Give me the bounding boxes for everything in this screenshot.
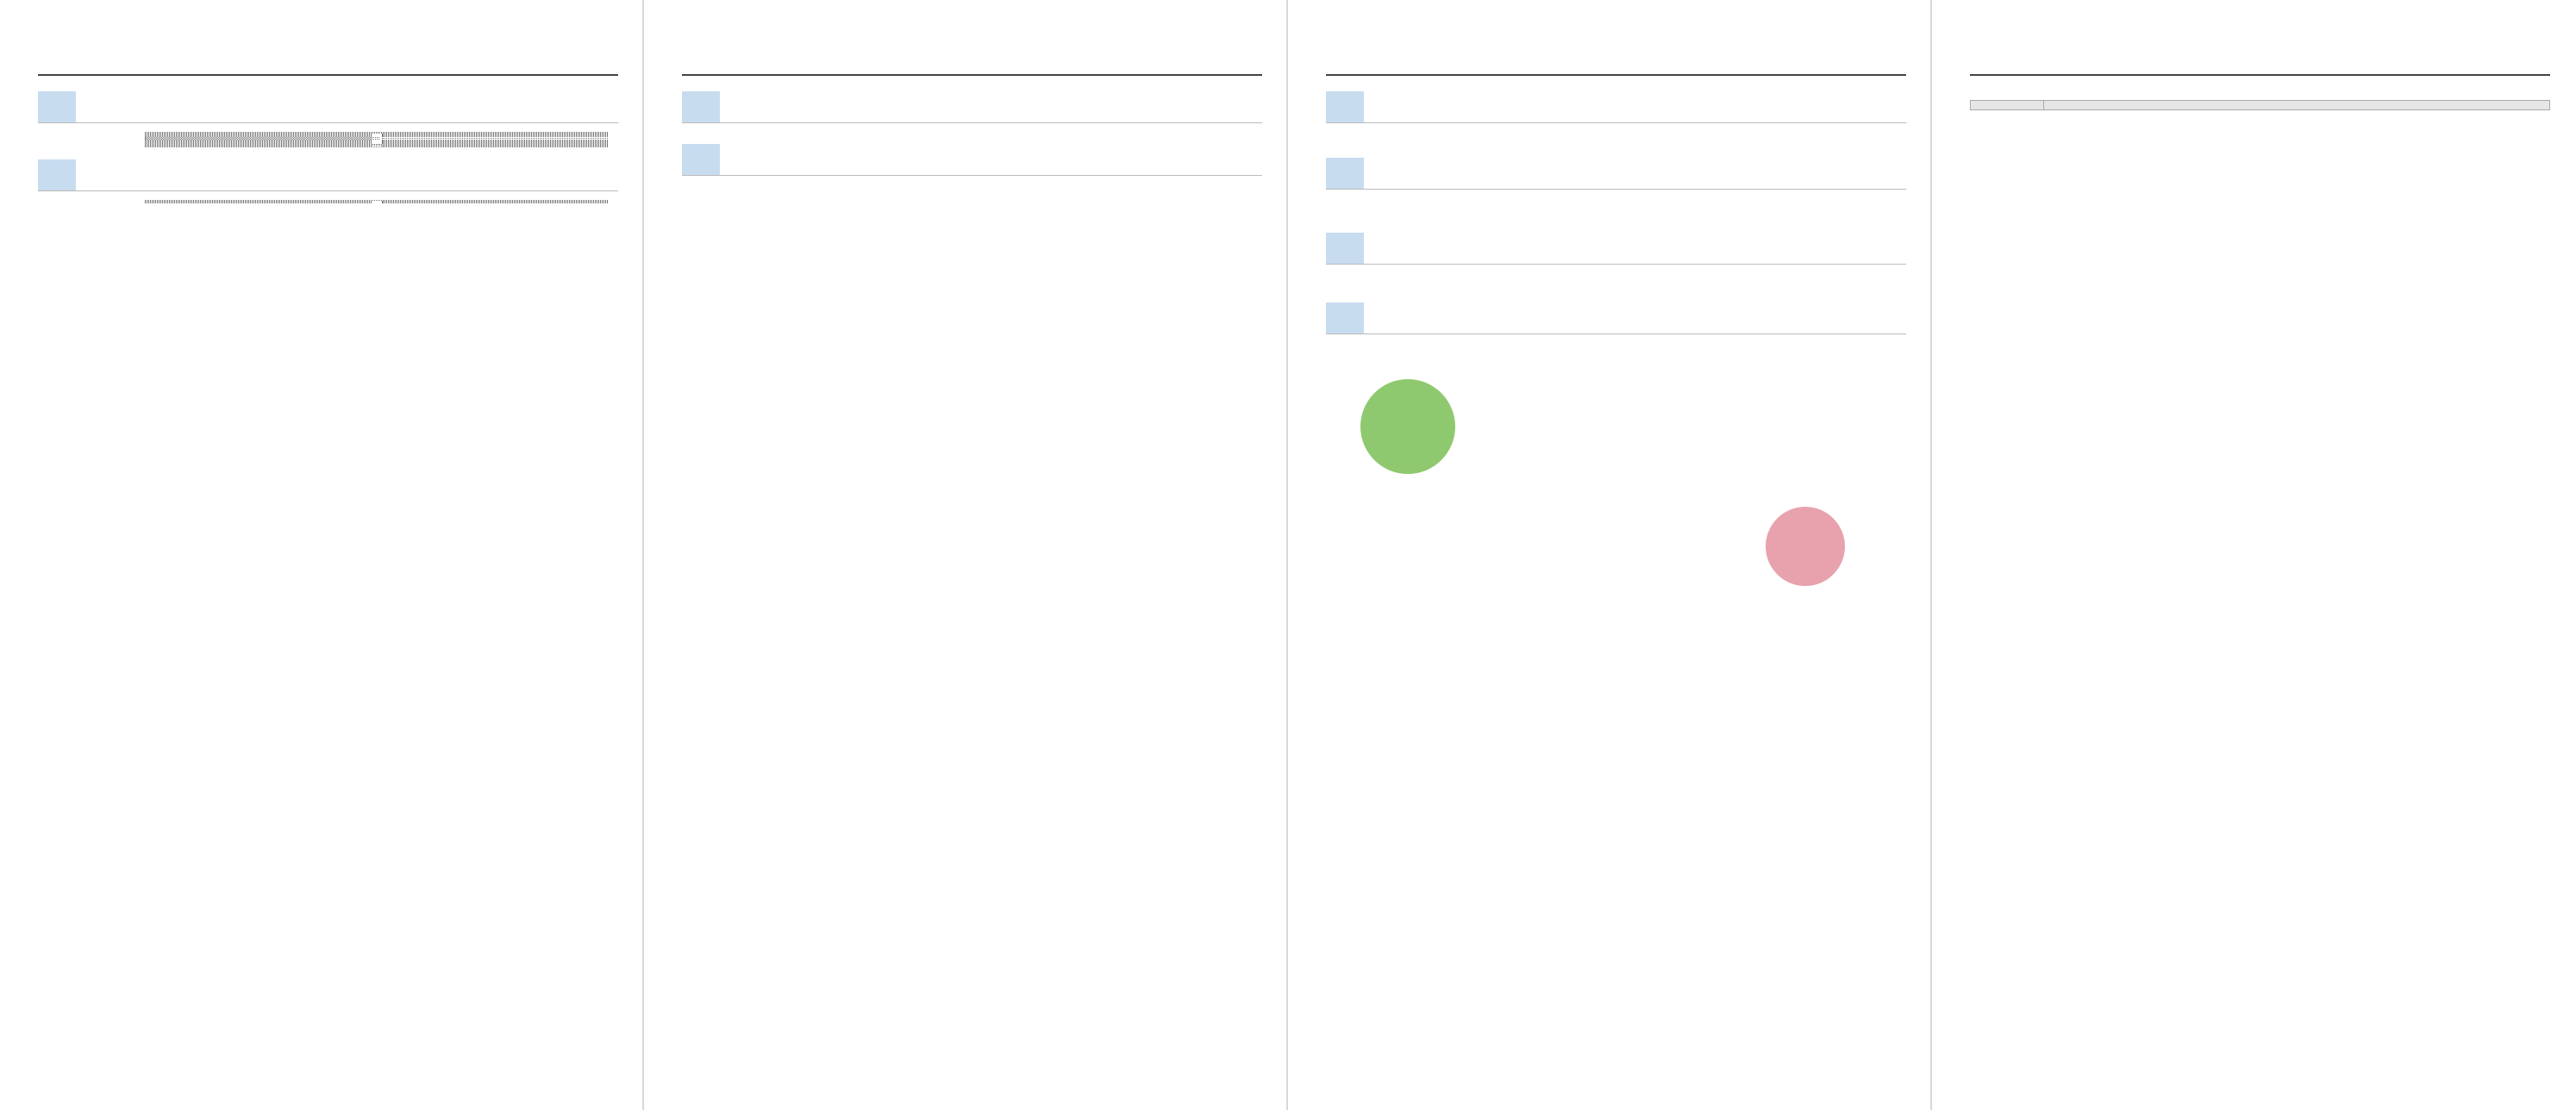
page-header bbox=[1970, 0, 2550, 76]
page-03 bbox=[644, 0, 1286, 1110]
section-title bbox=[682, 91, 720, 122]
table-header-cell bbox=[1971, 101, 2044, 110]
section-title bbox=[1326, 158, 1364, 189]
page-header bbox=[1326, 0, 1906, 76]
table-header-row bbox=[1971, 101, 2550, 110]
section-title bbox=[38, 159, 76, 190]
section-friday bbox=[1326, 158, 1906, 190]
kingdom-circle bbox=[1360, 379, 1455, 474]
page-02 bbox=[0, 0, 642, 1110]
order-list bbox=[38, 135, 618, 147]
leader-dots bbox=[382, 138, 609, 139]
section-title bbox=[682, 144, 720, 175]
table-header-cell bbox=[2044, 101, 2550, 110]
quarantine-table bbox=[1970, 100, 2550, 110]
christlike-circle bbox=[1766, 507, 1845, 586]
section-sunday-evening bbox=[38, 159, 618, 191]
page-header bbox=[682, 0, 1262, 76]
section-title bbox=[1326, 233, 1364, 264]
leader-dots bbox=[382, 136, 609, 137]
section-sunday-worship bbox=[38, 91, 618, 123]
section-wednesday bbox=[1326, 91, 1906, 123]
page-04 bbox=[1288, 0, 1930, 1110]
section-great-awakening bbox=[682, 144, 1262, 176]
section-title bbox=[38, 91, 76, 122]
section-intro bbox=[1326, 302, 1906, 334]
section-qt bbox=[1326, 233, 1906, 265]
order-list bbox=[38, 200, 618, 203]
section-title bbox=[1326, 302, 1364, 334]
section-title bbox=[1326, 91, 1364, 122]
section-young-worship bbox=[682, 91, 1262, 123]
discipleship-system bbox=[1326, 353, 1906, 586]
page-header bbox=[38, 0, 618, 76]
page-05 bbox=[1932, 0, 2574, 1110]
